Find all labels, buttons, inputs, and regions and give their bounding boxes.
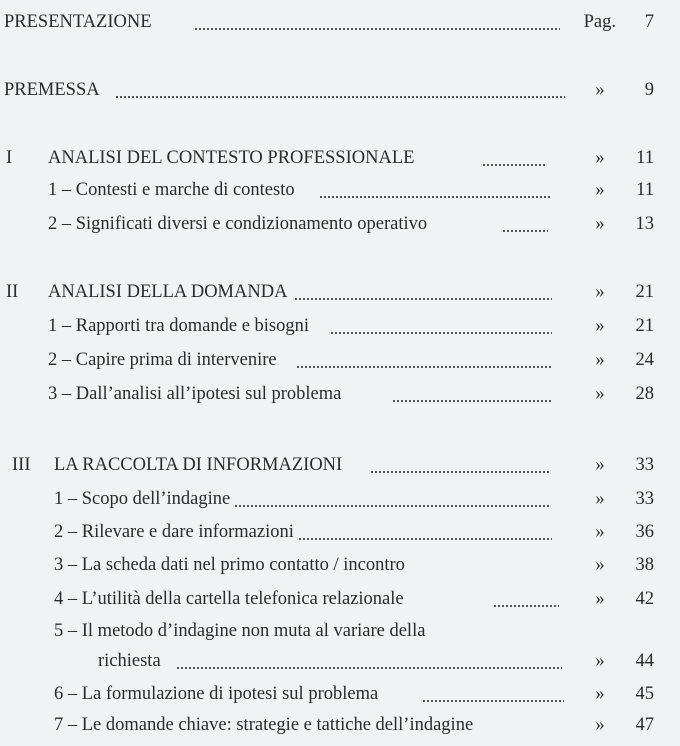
dot-leader: [330, 332, 552, 334]
toc-entry-title: ANALISI DEL CONTESTO PROFESSIONALE: [48, 145, 417, 171]
toc-entry-title: 1 – Scopo dell’indagine: [54, 486, 233, 512]
toc-entry-title: LA RACCOLTA DI INFORMAZIONI: [54, 452, 345, 478]
toc-page-prefix: »: [595, 316, 605, 336]
dot-leader: [115, 96, 565, 98]
toc-page-number: 38: [635, 555, 654, 575]
toc-page-prefix: »: [595, 455, 605, 475]
toc-page-number: 11: [636, 148, 654, 168]
toc-subentry: [0, 313, 680, 339]
toc-entry-title: 2 – Capire prima di intervenire: [48, 347, 280, 373]
toc-chapter-3: [0, 452, 680, 478]
dot-leader: [176, 667, 562, 669]
toc-page-number: 24: [635, 350, 654, 370]
toc-entry-presentazione: [0, 9, 680, 35]
chapter-roman-numeral: II: [6, 279, 21, 305]
toc-page-prefix: »: [595, 489, 605, 509]
toc-page-number: 36: [635, 522, 654, 542]
chapter-roman-numeral: I: [6, 145, 15, 171]
toc-subentry: [0, 381, 680, 407]
toc-subentry: [0, 519, 680, 545]
toc-entry-title: 3 – La scheda dati nel primo contatto / incontro: [54, 552, 408, 578]
dot-leader: [319, 196, 551, 198]
toc-chapter-1: [0, 145, 680, 171]
dot-leader: [392, 400, 552, 402]
dot-leader: [294, 298, 552, 300]
toc-page-number: 47: [635, 715, 654, 735]
toc-subentry: [0, 586, 680, 612]
toc-page-prefix: »: [595, 282, 605, 302]
toc-page-number: 9: [644, 80, 654, 100]
toc-page-number: 13: [635, 214, 654, 234]
toc-page-number: 45: [635, 684, 654, 704]
toc-page-number: 33: [635, 489, 654, 509]
dot-leader: [493, 605, 559, 607]
toc-entry-title: 3 – Dall’analisi all’ipotesi sul problema: [48, 381, 344, 407]
toc-page-prefix: »: [595, 350, 605, 370]
toc-entry-title: 7 – Le domande chiave: strategie e tattiche dell’indagine: [54, 712, 476, 738]
toc-entry-title: 4 – L’utilità della cartella telefonica relazionale: [54, 586, 407, 612]
toc-page-number: 28: [635, 384, 654, 404]
dot-leader: [296, 366, 552, 368]
toc-subentry: [0, 347, 680, 373]
dot-leader: [502, 230, 548, 232]
toc-subentry: [0, 552, 680, 578]
toc-entry-title: 5 – Il metodo d’indagine non muta al variare della: [54, 618, 428, 644]
chapter-roman-numeral: III: [12, 452, 33, 478]
toc-page-prefix: »: [595, 148, 605, 168]
toc-page-prefix: »: [595, 715, 605, 735]
toc-page-prefix: »: [595, 684, 605, 704]
toc-page-prefix: »: [595, 384, 605, 404]
toc-page-prefix: »: [595, 80, 605, 100]
dot-leader: [482, 164, 546, 166]
toc-page-prefix: »: [595, 555, 605, 575]
toc-page-number: 42: [635, 589, 654, 609]
toc-entry-title: ANALISI DELLA DOMANDA: [48, 279, 290, 305]
toc-subentry: [0, 486, 680, 512]
toc-page-prefix: »: [595, 589, 605, 609]
toc-page-prefix: »: [595, 522, 605, 542]
toc-page-number: 33: [635, 455, 654, 475]
dot-leader: [194, 28, 560, 30]
toc-subentry: [0, 177, 680, 203]
toc-entry-title: 2 – Significati diversi e condizionamento operativo: [48, 211, 430, 237]
toc-entry-title: 2 – Rilevare e dare informazioni: [54, 519, 297, 545]
toc-page-number: 21: [635, 282, 654, 302]
toc-entry-title: PRESENTAZIONE: [4, 9, 155, 35]
toc-entry-title-continuation: richiesta: [98, 648, 164, 674]
toc-page-prefix: »: [595, 651, 605, 671]
toc-page-prefix: Pag.: [583, 12, 616, 32]
toc-subentry: [0, 712, 680, 738]
toc-page-prefix: »: [595, 180, 605, 200]
toc-page-prefix: »: [595, 214, 605, 234]
toc-entry-title: 1 – Rapporti tra domande e bisogni: [48, 313, 312, 339]
toc-page-number: 11: [636, 180, 654, 200]
toc-entry-title: 6 – La formulazione di ipotesi sul problema: [54, 681, 381, 707]
dot-leader: [370, 471, 550, 473]
toc-chapter-2: [0, 279, 680, 305]
dot-leader: [234, 505, 550, 507]
dot-leader: [298, 538, 552, 540]
toc-entry-title: 1 – Contesti e marche di contesto: [48, 177, 298, 203]
toc-subentry-continuation: [0, 648, 680, 674]
toc-entry-premessa: [0, 77, 680, 103]
toc-page-number: 44: [635, 651, 654, 671]
dot-leader: [422, 700, 564, 702]
toc-page-number: 21: [635, 316, 654, 336]
toc-subentry: [0, 681, 680, 707]
toc-page-number: 7: [644, 12, 654, 32]
toc-entry-title: PREMESSA: [4, 77, 103, 103]
toc-subentry: [0, 618, 680, 644]
toc-subentry: [0, 211, 680, 237]
